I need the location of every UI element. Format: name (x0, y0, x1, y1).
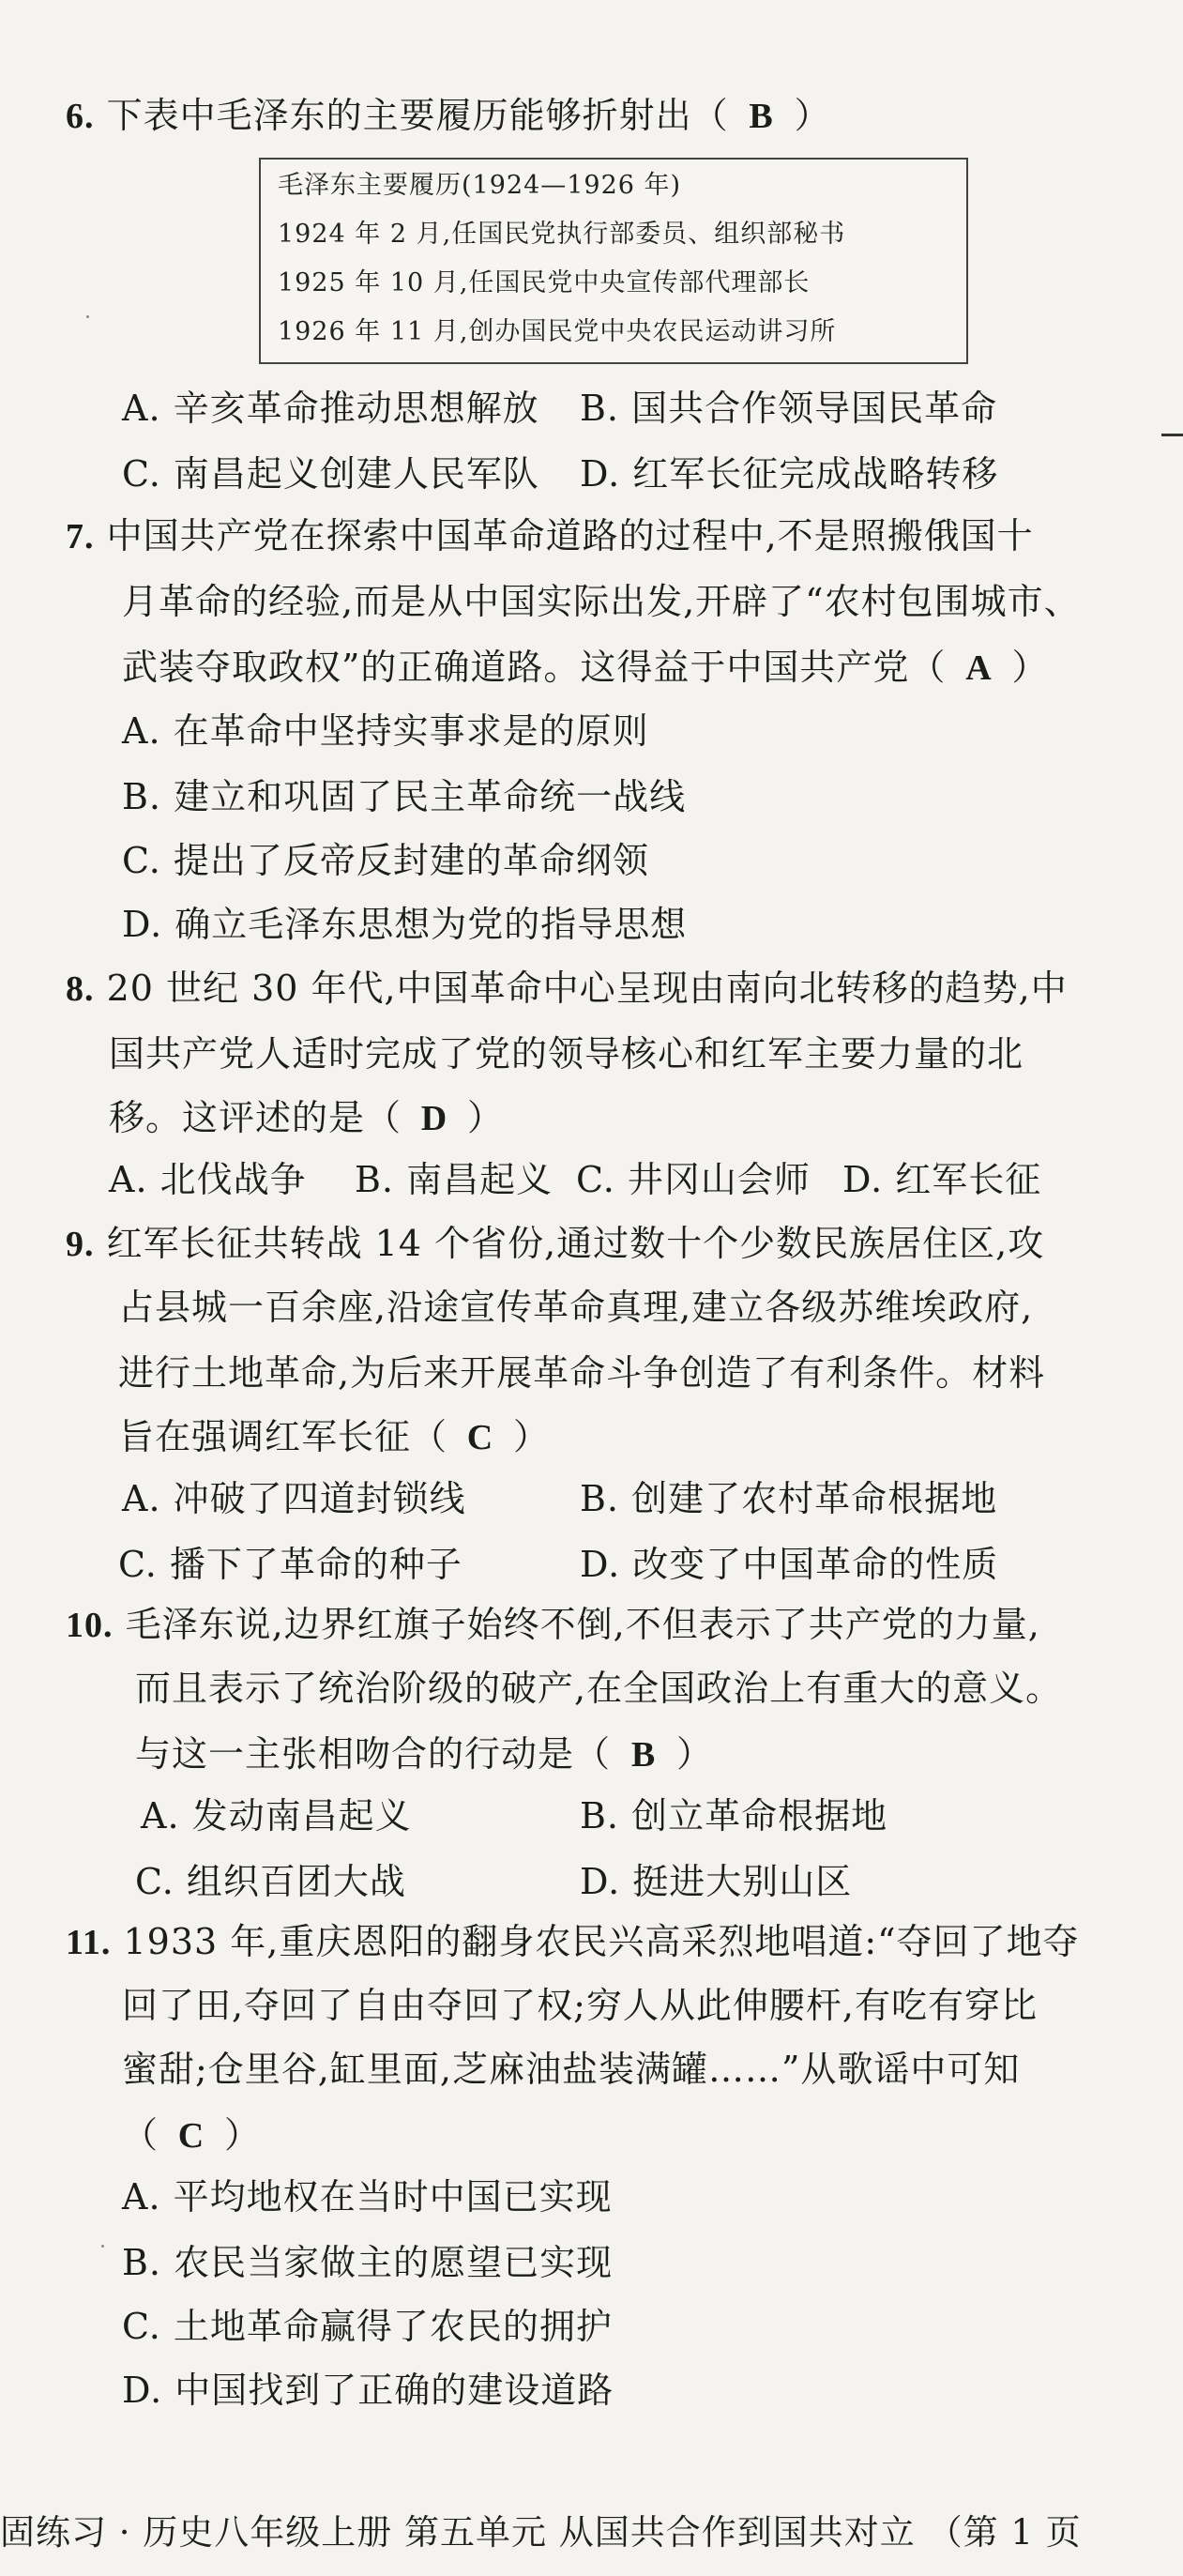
paren-close: ） (224, 2114, 262, 2156)
paren-close: ） (467, 1097, 505, 1138)
paren-close: ） (1011, 647, 1049, 688)
q11-option-d: D. 中国找到了正确的建设道路 (122, 2370, 614, 2411)
q11-line4 (122, 2113, 261, 2157)
answer-mark: C (177, 2116, 205, 2156)
q9-option-b: B. 创建了农村革命根据地 (580, 1478, 998, 1519)
q7-line1 (66, 514, 1034, 558)
q9-line4 (118, 1415, 550, 1459)
paren-close: ） (513, 1416, 551, 1457)
scan-speck (101, 2245, 104, 2248)
answer-mark: C (466, 1418, 494, 1457)
question-text: 1933 年,重庆恩阳的翻身农民兴高采烈地唱道:“夺回了地夺 (123, 1921, 1080, 1962)
q7-option-c: C. 提出了反帝反封建的革命纲领 (122, 840, 649, 881)
q10-line1 (66, 1603, 1040, 1647)
q8-option-a: A. 北伐战争 (109, 1159, 307, 1200)
q6-option-d: D. 红军长征完成战略转移 (580, 453, 999, 495)
q10-option-c: C. 组织百团大战 (135, 1861, 406, 1902)
q11-line2: 回了田,夺回了自由夺回了权;穷人从此伸腰杆,有吃有穿比 (122, 1985, 1038, 2026)
question-text: 武装夺取政权”的正确道路。这得益于中国共产党（ (122, 647, 947, 688)
q7-option-b: B. 建立和巩固了民主革命统一战线 (122, 776, 687, 817)
question-text: 移。这评述的是（ (109, 1097, 402, 1138)
q10-line2: 而且表示了统治阶级的破产,在全国政治上有重大的意义。 (135, 1668, 1063, 1709)
q6-option-b: B. 国共合作领导国民革命 (580, 388, 998, 429)
q7-option-d: D. 确立毛泽东思想为党的指导思想 (122, 904, 688, 945)
table-title: 毛泽东主要履历(1924—1926 年) (278, 171, 682, 200)
table-row: 1924 年 2 月,任国民党执行部委员、组织部秘书 (278, 220, 846, 249)
q11-line1 (66, 1920, 1080, 1964)
q9-line3: 进行土地革命,为后来开展革命斗争创造了有利条件。材料 (118, 1352, 1046, 1394)
q10-option-a: A. 发动南昌起义 (141, 1795, 412, 1837)
answer-mark: D (420, 1099, 448, 1138)
edge-dash (1161, 434, 1183, 436)
q8-option-c: C. 井冈山会师 (576, 1159, 811, 1200)
q6-option-a: A. 辛亥革命推动思想解放 (122, 388, 539, 429)
q10-line3 (135, 1732, 713, 1776)
question-text: （ (122, 2114, 159, 2156)
question-text: 中国共产党在探索中国革命道路的过程中,不是照搬俄国十 (106, 515, 1034, 556)
question-text: 下表中毛泽东的主要履历能够折射出（ (106, 95, 729, 136)
question-text: 与这一主张相吻合的行动是（ (135, 1733, 612, 1775)
q7-option-a: A. 在革命中坚持实事求是的原则 (122, 710, 649, 752)
table-row: 1926 年 11 月,创办国民党中央农民运动讲习所 (278, 317, 837, 346)
paren-close: ） (676, 1733, 714, 1775)
table-row: 1925 年 10 月,任国民党中央宣传部代理部长 (278, 268, 811, 297)
question-text: 毛泽东说,边界红旗子始终不倒,不但表示了共产党的力量, (125, 1604, 1040, 1645)
q8-line2: 国共产党人适时完成了党的领导核心和红军主要力量的北 (109, 1033, 1024, 1075)
question-number: 7. (66, 517, 95, 556)
q11-option-a: A. 平均地权在当时中国已实现 (122, 2176, 613, 2218)
scan-speck (86, 315, 89, 318)
q10-option-b: B. 创立革命根据地 (580, 1795, 888, 1837)
q9-option-d: D. 改变了中国革命的性质 (580, 1544, 999, 1585)
q9-line2: 占县城一百余座,沿途宣传革命真理,建立各级苏维埃政府, (118, 1287, 1034, 1328)
q8-line1 (66, 967, 1068, 1011)
q9-option-a: A. 冲破了四道封锁线 (122, 1478, 466, 1519)
q8-option-b: B. 南昌起义 (355, 1159, 554, 1200)
question-number: 11. (66, 1923, 112, 1962)
q8-option-d: D. 红军长征 (842, 1159, 1042, 1200)
answer-mark: A (965, 648, 993, 688)
question-number: 10. (66, 1606, 114, 1645)
resume-table (259, 158, 968, 364)
q11-line3: 蜜甜;仓里谷,缸里面,芝麻油盐装满罐……”从歌谣中可知 (122, 2049, 1021, 2090)
question-text: 20 世纪 30 年代,中国革命中心呈现由南向北转移的趋势,中 (106, 968, 1068, 1009)
answer-mark: B (630, 1735, 657, 1775)
question-number: 6. (66, 97, 95, 136)
q7-line3 (122, 646, 1048, 690)
q11-option-b: B. 农民当家做主的愿望已实现 (122, 2242, 614, 2283)
question-number: 8. (66, 969, 95, 1009)
answer-mark: B (749, 97, 774, 136)
q6-option-c: C. 南昌起义创建人民军队 (122, 453, 539, 495)
question-text: 红军长征共转战 14 个省份,通过数十个少数民族居住区,攻 (106, 1223, 1045, 1264)
q8-line3 (109, 1096, 504, 1140)
q7-line2: 月革命的经验,而是从中国实际出发,开辟了“农村包围城市、 (122, 581, 1081, 622)
q9-line1 (66, 1222, 1044, 1266)
paren-close: ） (794, 95, 831, 136)
q9-option-c: C. 播下了革命的种子 (118, 1544, 463, 1585)
q11-option-c: C. 土地革命赢得了农民的拥护 (122, 2306, 613, 2347)
q6-stem (66, 94, 831, 138)
q10-option-d: D. 挺进大别山区 (580, 1861, 853, 1902)
page-footer: 固练习 · 历史八年级上册 第五单元 从国共合作到国共对立 （第 1 页 (0, 2512, 1082, 2553)
question-number: 9. (66, 1225, 95, 1264)
question-text: 旨在强调红军长征（ (118, 1416, 448, 1457)
